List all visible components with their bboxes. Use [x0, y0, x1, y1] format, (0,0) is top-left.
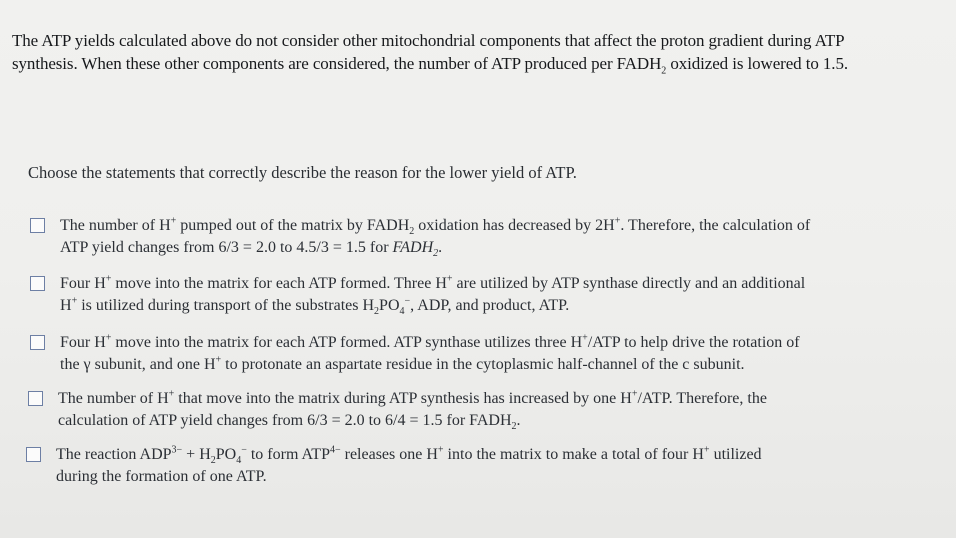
superscript: −	[404, 295, 411, 307]
option-text: PO	[379, 296, 400, 314]
option-4-line-2	[58, 410, 767, 432]
option-1-checkbox[interactable]	[30, 218, 45, 233]
option-text: are utilized by ATP synthase directly and an additional	[452, 275, 806, 292]
option-text: the γ subunit, and one H	[60, 355, 216, 373]
option-3[interactable]	[28, 332, 800, 375]
option-text: /ATP. Therefore, the	[637, 390, 767, 407]
option-text: that move into the matrix during ATP synthesis has increased by one H	[174, 390, 632, 407]
superscript: +	[168, 388, 175, 400]
option-5-line-1	[56, 444, 762, 466]
superscript: +	[170, 215, 177, 227]
superscript: +	[582, 332, 588, 344]
subscript: 2	[511, 420, 517, 432]
option-text: The number of H	[58, 390, 169, 407]
option-text: /ATP to help drive the rotation of	[587, 334, 800, 351]
option-text: .	[516, 411, 521, 429]
option-text: utilized	[709, 446, 762, 463]
subscript: 2	[210, 455, 216, 467]
option-text: + H	[182, 446, 211, 463]
superscript: +	[215, 354, 222, 366]
superscript: +	[703, 444, 710, 456]
intro-text: synthesis. When these other components are considered, the number of ATP produced per FADH	[12, 54, 662, 73]
intro-line-2	[12, 52, 937, 75]
subscript: 2	[433, 247, 439, 259]
option-text: The reaction ADP	[56, 446, 172, 463]
option-5[interactable]	[24, 444, 762, 487]
option-2-line-2	[60, 295, 805, 317]
subscript: 2	[409, 226, 415, 238]
option-text: into the matrix to make a total of four H	[443, 446, 704, 463]
option-text: releases one H	[340, 446, 438, 463]
option-text: move into the matrix for each ATP formed. ATP synthase utilizes three H	[111, 334, 583, 351]
option-text: Four H	[60, 275, 106, 292]
option-text: to protonate an aspartate residue in the cytoplasmic half-channel of the c subunit.	[221, 355, 745, 373]
option-text: move into the matrix for each ATP formed. Three H	[111, 275, 447, 292]
option-text: .	[438, 238, 443, 256]
option-text: calculation of ATP yield changes from 6/3 = 2.0 to 6/4 = 1.5 for FADH	[58, 411, 512, 429]
superscript: +	[437, 444, 444, 456]
option-text: The number of H	[60, 217, 171, 234]
superscript: +	[446, 273, 453, 285]
option-3-checkbox[interactable]	[30, 335, 45, 350]
option-text: Four H	[60, 334, 106, 351]
option-text: FADH	[392, 238, 434, 256]
option-5-line-2	[56, 466, 762, 488]
question-prompt: Choose the statements that correctly describe the reason for the lower yield of ATP.	[28, 163, 577, 182]
option-text: oxidation has decreased by 2H	[414, 217, 615, 234]
superscript: −	[241, 444, 247, 456]
superscript: +	[105, 332, 112, 344]
intro-line-1: The ATP yields calculated above do not consider other mitochondrial components that affect the proton gradient during ATP	[12, 31, 845, 50]
superscript: +	[71, 295, 78, 307]
option-1[interactable]	[28, 215, 810, 258]
option-3-line-2	[60, 354, 800, 376]
option-5-checkbox[interactable]	[26, 447, 41, 462]
option-2-line-1	[60, 273, 805, 295]
option-3-line-1	[60, 332, 800, 354]
superscript: 3−	[171, 444, 183, 456]
subscript: 4	[399, 305, 405, 317]
option-1-line-1	[60, 215, 810, 237]
option-text: ATP yield changes from 6/3 = 2.0 to 4.5/3 = 1.5 for	[60, 238, 393, 256]
option-text: , ADP, and product, ATP.	[410, 296, 570, 314]
intro-text: oxidized is lowered to 1.5.	[666, 54, 848, 73]
option-text: pumped out of the matrix by FADH	[176, 217, 410, 234]
option-text: . Therefore, the calculation of	[620, 217, 811, 234]
superscript: +	[105, 273, 112, 285]
subscript: 2	[374, 305, 380, 317]
intro-paragraph	[12, 29, 937, 75]
superscript: 4−	[329, 444, 341, 456]
option-2[interactable]	[28, 273, 805, 316]
option-text: during the formation of one ATP.	[56, 467, 267, 485]
subscript: 4	[236, 455, 242, 467]
superscript: +	[631, 388, 638, 400]
subscript: 2	[661, 65, 667, 77]
option-1-line-2	[60, 237, 810, 259]
option-4-checkbox[interactable]	[28, 391, 43, 406]
option-text: H	[60, 296, 72, 314]
option-text: is utilized during transport of the substrates H	[77, 296, 375, 314]
option-2-checkbox[interactable]	[30, 276, 45, 291]
superscript: +	[614, 215, 621, 227]
option-text: PO	[215, 446, 237, 463]
option-4-line-1	[58, 388, 767, 410]
option-text: to form ATP	[246, 446, 330, 463]
option-4[interactable]	[26, 388, 767, 431]
